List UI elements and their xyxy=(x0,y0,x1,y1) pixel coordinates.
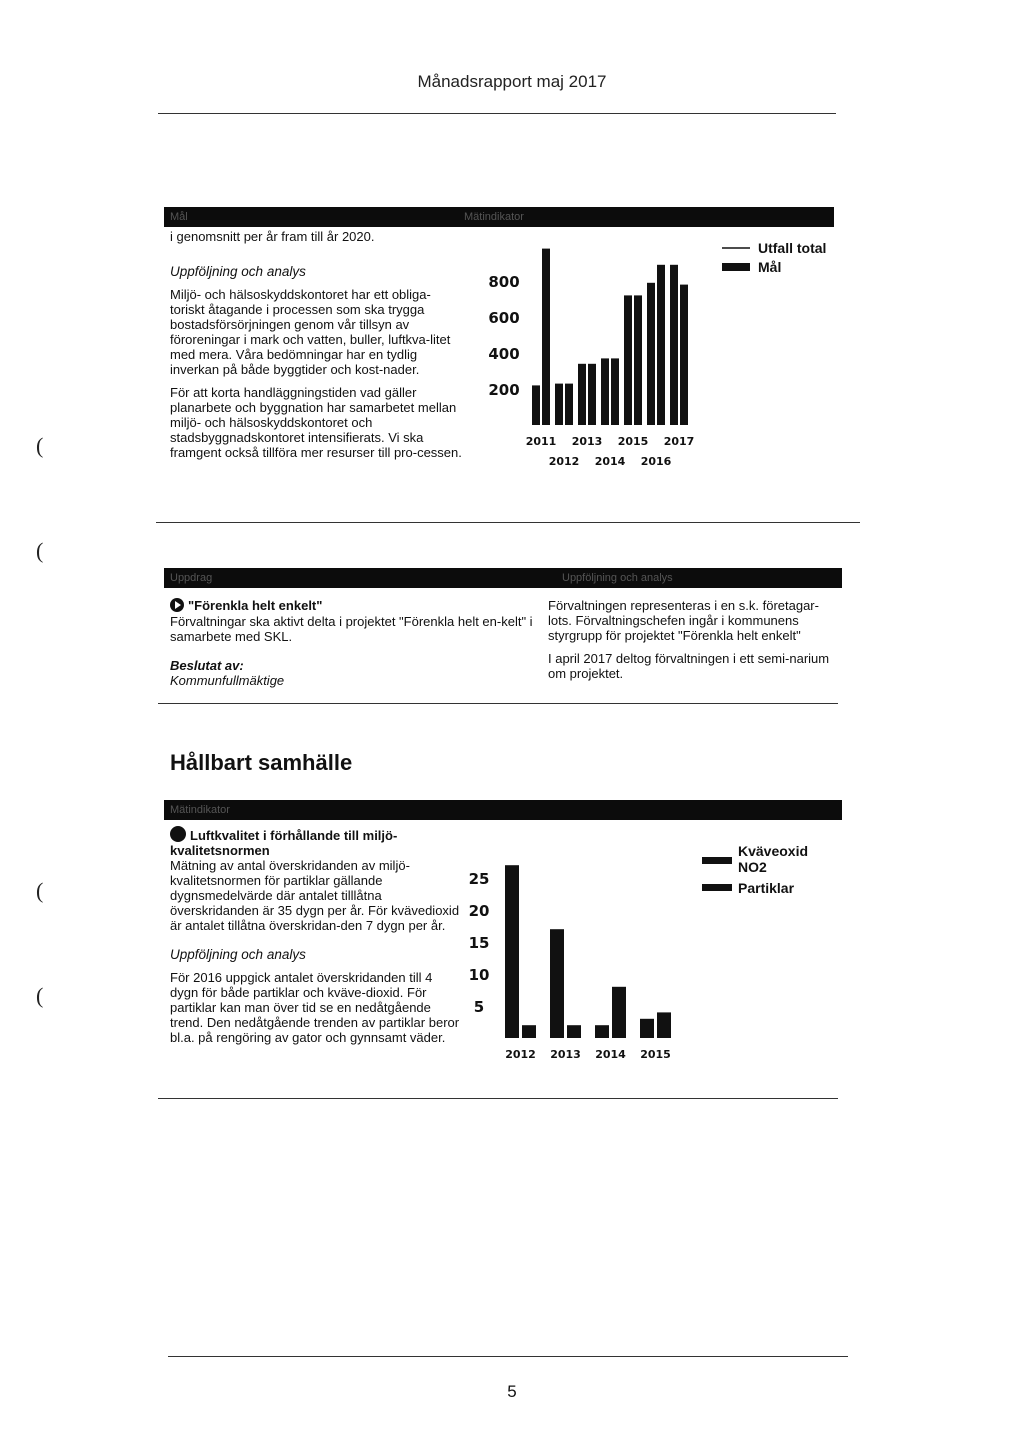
bar-2015-1 xyxy=(657,1012,671,1038)
section2-header-bar xyxy=(164,568,842,588)
x-tick-label: 2014 xyxy=(594,455,626,468)
legend2-item1-line2: NO2 xyxy=(738,859,767,875)
section1-header-bar xyxy=(164,207,834,227)
y-tick-label: 5 xyxy=(473,998,485,1016)
bar-2013-0 xyxy=(550,929,564,1038)
bar-2012-1 xyxy=(522,1025,536,1038)
bar-2016-0 xyxy=(647,283,655,425)
footer-rule xyxy=(168,1356,848,1357)
section2-item-title-row xyxy=(170,598,534,613)
x-tick-label: 2012 xyxy=(505,1048,536,1061)
x-tick-label: 2011 xyxy=(525,435,557,448)
y-tick-label: 800 xyxy=(488,273,520,291)
page-header-title: Månadsrapport maj 2017 xyxy=(417,72,607,91)
section2-bar-right: Uppföljning och analys xyxy=(562,572,673,584)
margin-paren: ( xyxy=(36,538,44,563)
section1-para1: Miljö- och hälsoskyddskontoret har ett obliga-toriskt åtagande i processen som ska trygga bostadsförsörjningen genom vår tillsyn av föroreningar i mark och vatten, buller, luftkva-litet med mera. Våra bedömningar har en tydlig inverkan på både byggtider och kost-nader. xyxy=(170,287,451,377)
bar-2013-1 xyxy=(588,364,596,425)
section1-bar-right: Mätindikator xyxy=(464,211,524,223)
bar-2015-0 xyxy=(640,1019,654,1038)
x-tick-label: 2012 xyxy=(548,455,580,468)
margin-paren: ( xyxy=(36,433,44,458)
bar-2012-1 xyxy=(565,384,573,425)
y-tick-label: 25 xyxy=(468,870,490,888)
section1-left-column xyxy=(170,229,462,468)
bar-2015-0 xyxy=(624,295,632,425)
bar-2016-1 xyxy=(657,265,665,425)
bar-2014-0 xyxy=(601,358,609,425)
section1-para2: För att korta handläggningstiden vad gäller planarbete och byggnation har samarbetet mellan miljö- och hälsoskyddskontoret och stadsbyggnadskontoret intensifierats. Vi ska framgent också tillföra mer resurser till pro-cessen. xyxy=(170,385,462,460)
y-tick-label: 200 xyxy=(488,381,520,399)
x-tick-label: 2013 xyxy=(571,435,603,448)
bar-2013-1 xyxy=(567,1025,581,1038)
legend-swatch-icon xyxy=(702,857,732,864)
section3-followup-heading: Uppföljning och analys xyxy=(170,947,306,962)
x-tick-label: 2013 xyxy=(550,1048,581,1061)
section3-title: Hållbart samhälle xyxy=(170,750,353,775)
x-tick-label: 2017 xyxy=(663,435,695,448)
section1-bar-left: Mål xyxy=(170,211,188,223)
section1-followup-heading: Uppföljning och analys xyxy=(170,264,306,279)
section2-right-para2: I april 2017 deltog förvaltningen i ett semi-narium om projektet. xyxy=(548,651,830,681)
section3-item-title: Luftkvalitet i förhållande till miljö-kvalitetsnormen xyxy=(170,828,398,858)
section2-item-title: "Förenkla helt enkelt" xyxy=(188,598,323,613)
section1-intro: i genomsnitt per år fram till år 2020. xyxy=(170,229,375,244)
section2-item-desc: Förvaltningar ska aktivt delta i projektet "Förenkla helt en-kelt" i samarbete med SKL. xyxy=(170,614,533,644)
bar-2012-0 xyxy=(555,384,563,425)
y-tick-label: 15 xyxy=(468,934,490,952)
chart2-svg xyxy=(455,838,695,1068)
legend2-item2: Partiklar xyxy=(738,880,795,896)
legend-swatch-icon xyxy=(722,263,750,271)
section3-header-bar xyxy=(164,800,842,820)
x-tick-label: 2016 xyxy=(640,455,672,468)
legend1-item2: Mål xyxy=(758,259,782,275)
bar-2017-1 xyxy=(680,285,688,425)
section2-decided-label: Beslutat av: xyxy=(170,658,244,673)
page-number: 5 xyxy=(507,1382,517,1401)
section3-item-title-row xyxy=(170,826,460,858)
y-tick-label: 20 xyxy=(468,902,490,920)
header-rule xyxy=(158,113,836,114)
section2-bar-left: Uppdrag xyxy=(170,572,213,584)
bar-2012-0 xyxy=(505,865,519,1038)
y-tick-label: 10 xyxy=(468,966,490,984)
status-dot-icon xyxy=(170,826,186,842)
bar-2011-0 xyxy=(532,385,540,425)
section1-bottom-rule xyxy=(156,522,860,523)
section2-right-column xyxy=(548,598,838,689)
section2-decided-value: Kommunfullmäktige xyxy=(170,673,285,688)
margin-paren: ( xyxy=(36,878,44,903)
section2-bottom-rule xyxy=(158,703,838,704)
section3-item-desc: Mätning av antal överskridanden av miljö-kvalitetsnormen för partiklar gällande dygnsmedelvärde där antalet tilllåtna överskridanden är 35 dygn per år. För kvävedioxid är antalet tillåtna överskridan-den 7 dygn per år. xyxy=(170,858,460,933)
section3-bar-left: Mätindikator xyxy=(170,804,230,816)
section3-bottom-rule xyxy=(158,1098,838,1099)
legend1-item1: Utfall total xyxy=(758,240,827,256)
section3-para1: För 2016 uppgick antalet överskridanden till 4 dygn för både partiklar och kväve-dioxid. För partiklar kan man över tid se en nedåtgående trend. Den nedåtgående trenden av partiklar beror bl.a. på rengöring av gator och gynnsamt väder. xyxy=(170,970,460,1045)
bar-2014-1 xyxy=(612,987,626,1038)
y-tick-label: 600 xyxy=(488,309,520,327)
x-tick-label: 2015 xyxy=(617,435,649,448)
bar-2013-0 xyxy=(578,364,586,425)
x-tick-label: 2015 xyxy=(640,1048,671,1061)
x-tick-label: 2014 xyxy=(595,1048,626,1061)
legend2-item1-line1: Kväveoxid xyxy=(738,843,809,859)
chart2-legend xyxy=(700,842,830,898)
bar-2014-1 xyxy=(611,358,619,425)
bar-2015-1 xyxy=(634,295,642,425)
chart1-svg xyxy=(480,235,730,470)
legend-swatch-icon xyxy=(702,884,732,891)
y-tick-label: 400 xyxy=(488,345,520,363)
margin-paren: ( xyxy=(36,983,44,1008)
bar-2017-0 xyxy=(670,265,678,425)
section2-right-para1: Förvaltningen representeras i en s.k. företagar-lots. Förvaltningschefen ingår i kommunens styrgrupp för projektet "Förenkla helt enkelt" xyxy=(548,598,819,643)
bar-2011-1 xyxy=(542,249,550,425)
bar-2014-0 xyxy=(595,1025,609,1038)
section3-left-column xyxy=(170,826,460,1053)
play-circle-icon xyxy=(170,598,184,612)
chart1-legend xyxy=(720,238,830,282)
section2-left-column xyxy=(170,598,534,688)
